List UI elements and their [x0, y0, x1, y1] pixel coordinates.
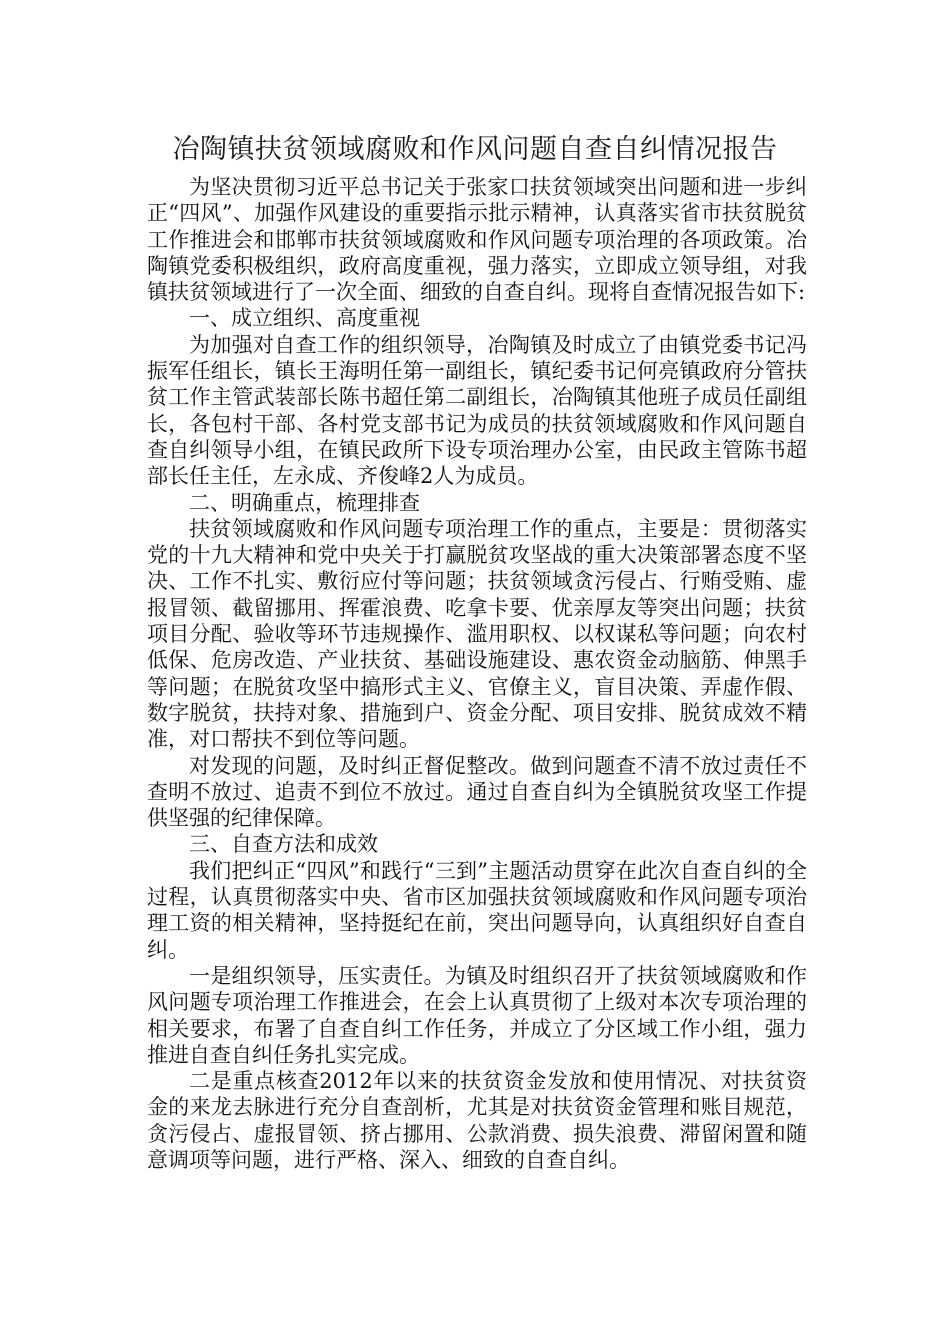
- document-title: 冶陶镇扶贫领域腐败和作风问题自查自纠情况报告: [172, 134, 778, 165]
- section-1-heading: 一、成立组织、高度重视: [189, 306, 420, 331]
- section-3-paragraph-3: 二是重点核查2012年以来的扶贫资金发放和使用情况、对扶贫资金的来龙去脉进行充分自查剖析，尤其是对扶贫资金管理和账目规范，贪污侵占、虚报冒领、挤占挪用、公款消费、损失浪费、滞留闲置和随意调项等问题，进行严格、深入、细致的自查自纠。: [147, 1069, 807, 1172]
- section-3-heading: 三、自查方法和成效: [189, 832, 378, 857]
- section-1-paragraph: 为加强对自查工作的组织领导，冶陶镇及时成立了由镇党委书记冯振军任组长，镇长王海明任第一副组长，镇纪委书记何亮镇政府分管扶贫工作主管武装部长陈书超任第二副组长，冶陶镇其他班子成员任副组长，各包村干部、各村党支部书记为成员的扶贫领域腐败和作风问题自查自纠领导小组，在镇民政所下设专项治理办公室，由民政主管陈书超部长任主任，左永成、齐俊峰2人为成员。: [147, 332, 807, 489]
- section-2-paragraph-2: 对发现的问题，及时纠正督促整改。做到问题查不清不放过责任不查明不放过、追责不到位不放过。通过自查自纠为全镇脱贫攻坚工作提供坚强的纪律保障。: [147, 753, 807, 831]
- document-body: [147, 174, 807, 1173]
- intro-paragraph: 为坚决贯彻习近平总书记关于张家口扶贫领域突出问题和进一步纠正“四风”、加强作风建设的重要指示批示精神，认真落实省市扶贫脱贫工作推进会和邯郸市扶贫领域腐败和作风问题专项治理的各项政策。冶陶镇党委积极组织，政府高度重视，强力落实，立即成立领导组，对我镇扶贫领域进行了一次全面、细致的自查自纠。现将自查情况报告如下:: [147, 175, 807, 305]
- section-3-paragraph-1: 我们把纠正“四风”和践行“三到”主题活动贯穿在此次自查自纠的全过程，认真贯彻落实中央、省市区加强扶贫领域腐败和作风问题专项治理工资的相关精神，坚持挺纪在前，突出问题导向，认真组织好自查自纠。: [147, 858, 807, 962]
- section-3-paragraph-2: 一是组织领导，压实责任。为镇及时组织召开了扶贫领域腐败和作风问题专项治理工作推进会，在会上认真贯彻了上级对本次专项治理的相关要求，布署了自查自纠工作任务，并成立了分区域工作小组，强力推进自查自纠任务扎实完成。: [147, 963, 807, 1067]
- section-2-paragraph-1: 扶贫领域腐败和作风问题专项治理工作的重点，主要是：贯彻落实党的十九大精神和党中央关于打赢脱贫攻坚战的重大决策部署态度不坚决、工作不扎实、敷衍应付等问题；扶贫领域贪污侵占、行贿受贿、虚报冒领、截留挪用、挥霍浪费、吃拿卡要、优亲厚友等突出问题；扶贫项目分配、验收等环节违规操作、滥用职权、以权谋私等问题；向农村低保、危房改造、产业扶贫、基础设施建设、惠农资金动脑筋、伸黑手等问题；在脱贫攻坚中搞形式主义、官僚主义，盲目决策、弄虚作假、数字脱贫，扶持对象、措施到户、资金分配、项目安排、脱贫成效不精准，对口帮扶不到位等问题。: [147, 516, 807, 752]
- section-2-heading: 二、明确重点，梳理排查: [189, 490, 420, 515]
